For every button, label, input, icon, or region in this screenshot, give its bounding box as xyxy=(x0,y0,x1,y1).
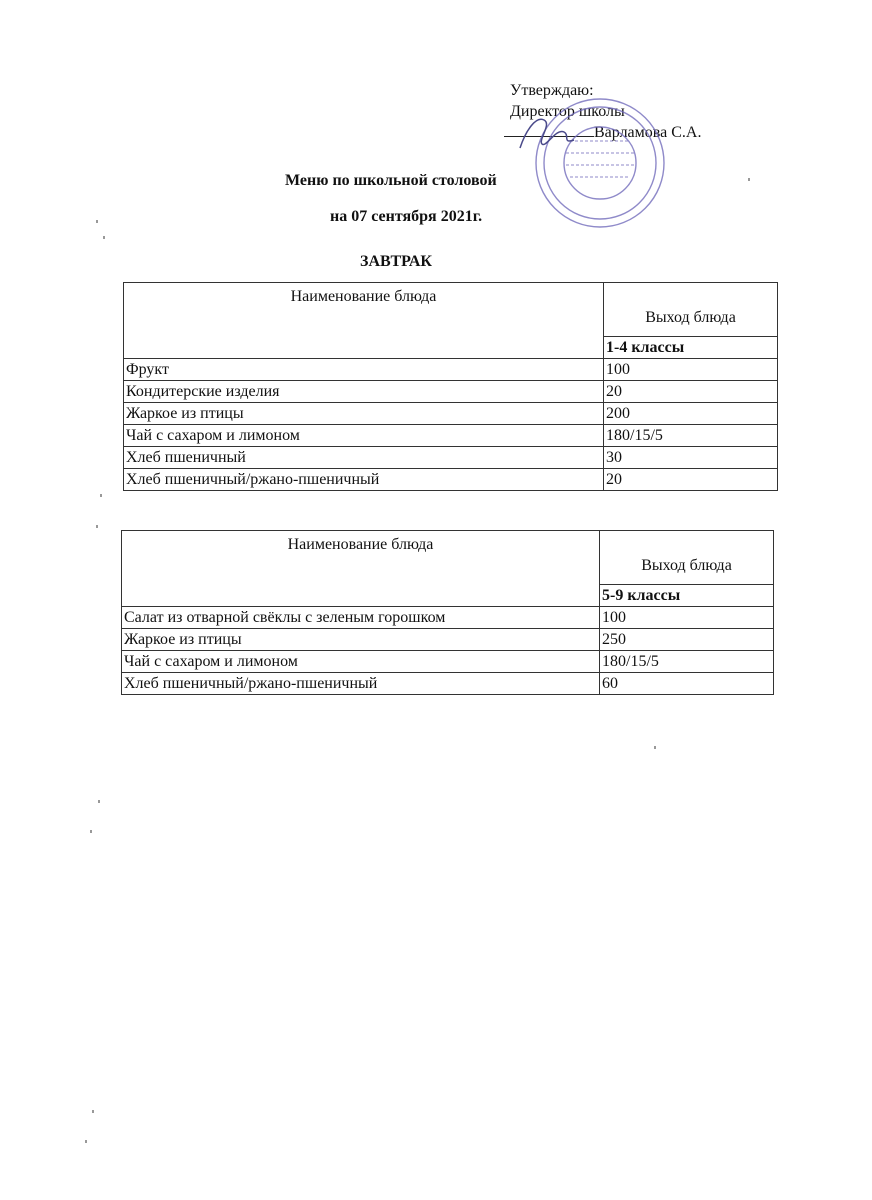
signatory-name: Варламова С.А. xyxy=(594,124,702,141)
menu-title: Меню по школьной столовой xyxy=(285,172,497,189)
dish-name: Кондитерские изделия xyxy=(124,381,604,403)
menu-table-5-9 xyxy=(121,530,774,695)
dish-yield: 180/15/5 xyxy=(600,651,774,673)
dish-name: Чай с сахаром и лимоном xyxy=(122,651,600,673)
scan-speck xyxy=(85,1140,87,1143)
grade-label: 5-9 классы xyxy=(600,585,774,607)
table-row xyxy=(124,381,778,403)
scan-speck xyxy=(92,1110,94,1113)
table-row xyxy=(122,673,774,695)
dish-yield: 30 xyxy=(604,447,778,469)
dish-yield: 200 xyxy=(604,403,778,425)
scan-speck xyxy=(98,800,100,803)
header-dish-name: Наименование блюда xyxy=(122,531,600,607)
menu-date: на 07 сентября 2021г. xyxy=(330,208,483,225)
dish-yield: 250 xyxy=(600,629,774,651)
dish-name: Чай с сахаром и лимоном xyxy=(124,425,604,447)
dish-yield: 20 xyxy=(604,469,778,491)
dish-name: Хлеб пшеничный xyxy=(124,447,604,469)
table-row xyxy=(122,651,774,673)
menu-table-1-4 xyxy=(123,282,778,491)
dish-yield: 100 xyxy=(600,607,774,629)
header-yield: Выход блюда xyxy=(604,283,778,337)
table-row xyxy=(124,359,778,381)
scan-speck xyxy=(748,178,750,181)
dish-name: Жаркое из птицы xyxy=(124,403,604,425)
scan-speck xyxy=(100,494,102,497)
table-row xyxy=(124,447,778,469)
dish-yield: 20 xyxy=(604,381,778,403)
approval-position: Директор школы xyxy=(510,103,625,120)
dish-name: Хлеб пшеничный/ржано-пшеничный xyxy=(124,469,604,491)
dish-name: Салат из отварной свёклы с зеленым горошком xyxy=(122,607,600,629)
dish-yield: 100 xyxy=(604,359,778,381)
dish-name: Фрукт xyxy=(124,359,604,381)
scan-speck xyxy=(103,236,105,239)
header-yield: Выход блюда xyxy=(600,531,774,585)
approval-heading: Утверждаю: xyxy=(510,82,594,99)
table-header-row xyxy=(124,283,778,337)
meal-title: ЗАВТРАК xyxy=(360,253,433,270)
table-row xyxy=(124,403,778,425)
dish-name: Жаркое из птицы xyxy=(122,629,600,651)
table-header-row xyxy=(122,531,774,585)
dish-yield: 60 xyxy=(600,673,774,695)
table-row xyxy=(124,469,778,491)
scan-speck xyxy=(96,220,98,223)
table-row xyxy=(124,425,778,447)
dish-yield: 180/15/5 xyxy=(604,425,778,447)
scan-speck xyxy=(90,830,92,833)
scan-speck xyxy=(654,746,656,749)
dish-name: Хлеб пшеничный/ржано-пшеничный xyxy=(122,673,600,695)
header-dish-name: Наименование блюда xyxy=(124,283,604,359)
table-row xyxy=(122,607,774,629)
scan-speck xyxy=(96,525,98,528)
table-row xyxy=(122,629,774,651)
handwritten-signature xyxy=(512,110,582,155)
grade-label: 1-4 классы xyxy=(604,337,778,359)
